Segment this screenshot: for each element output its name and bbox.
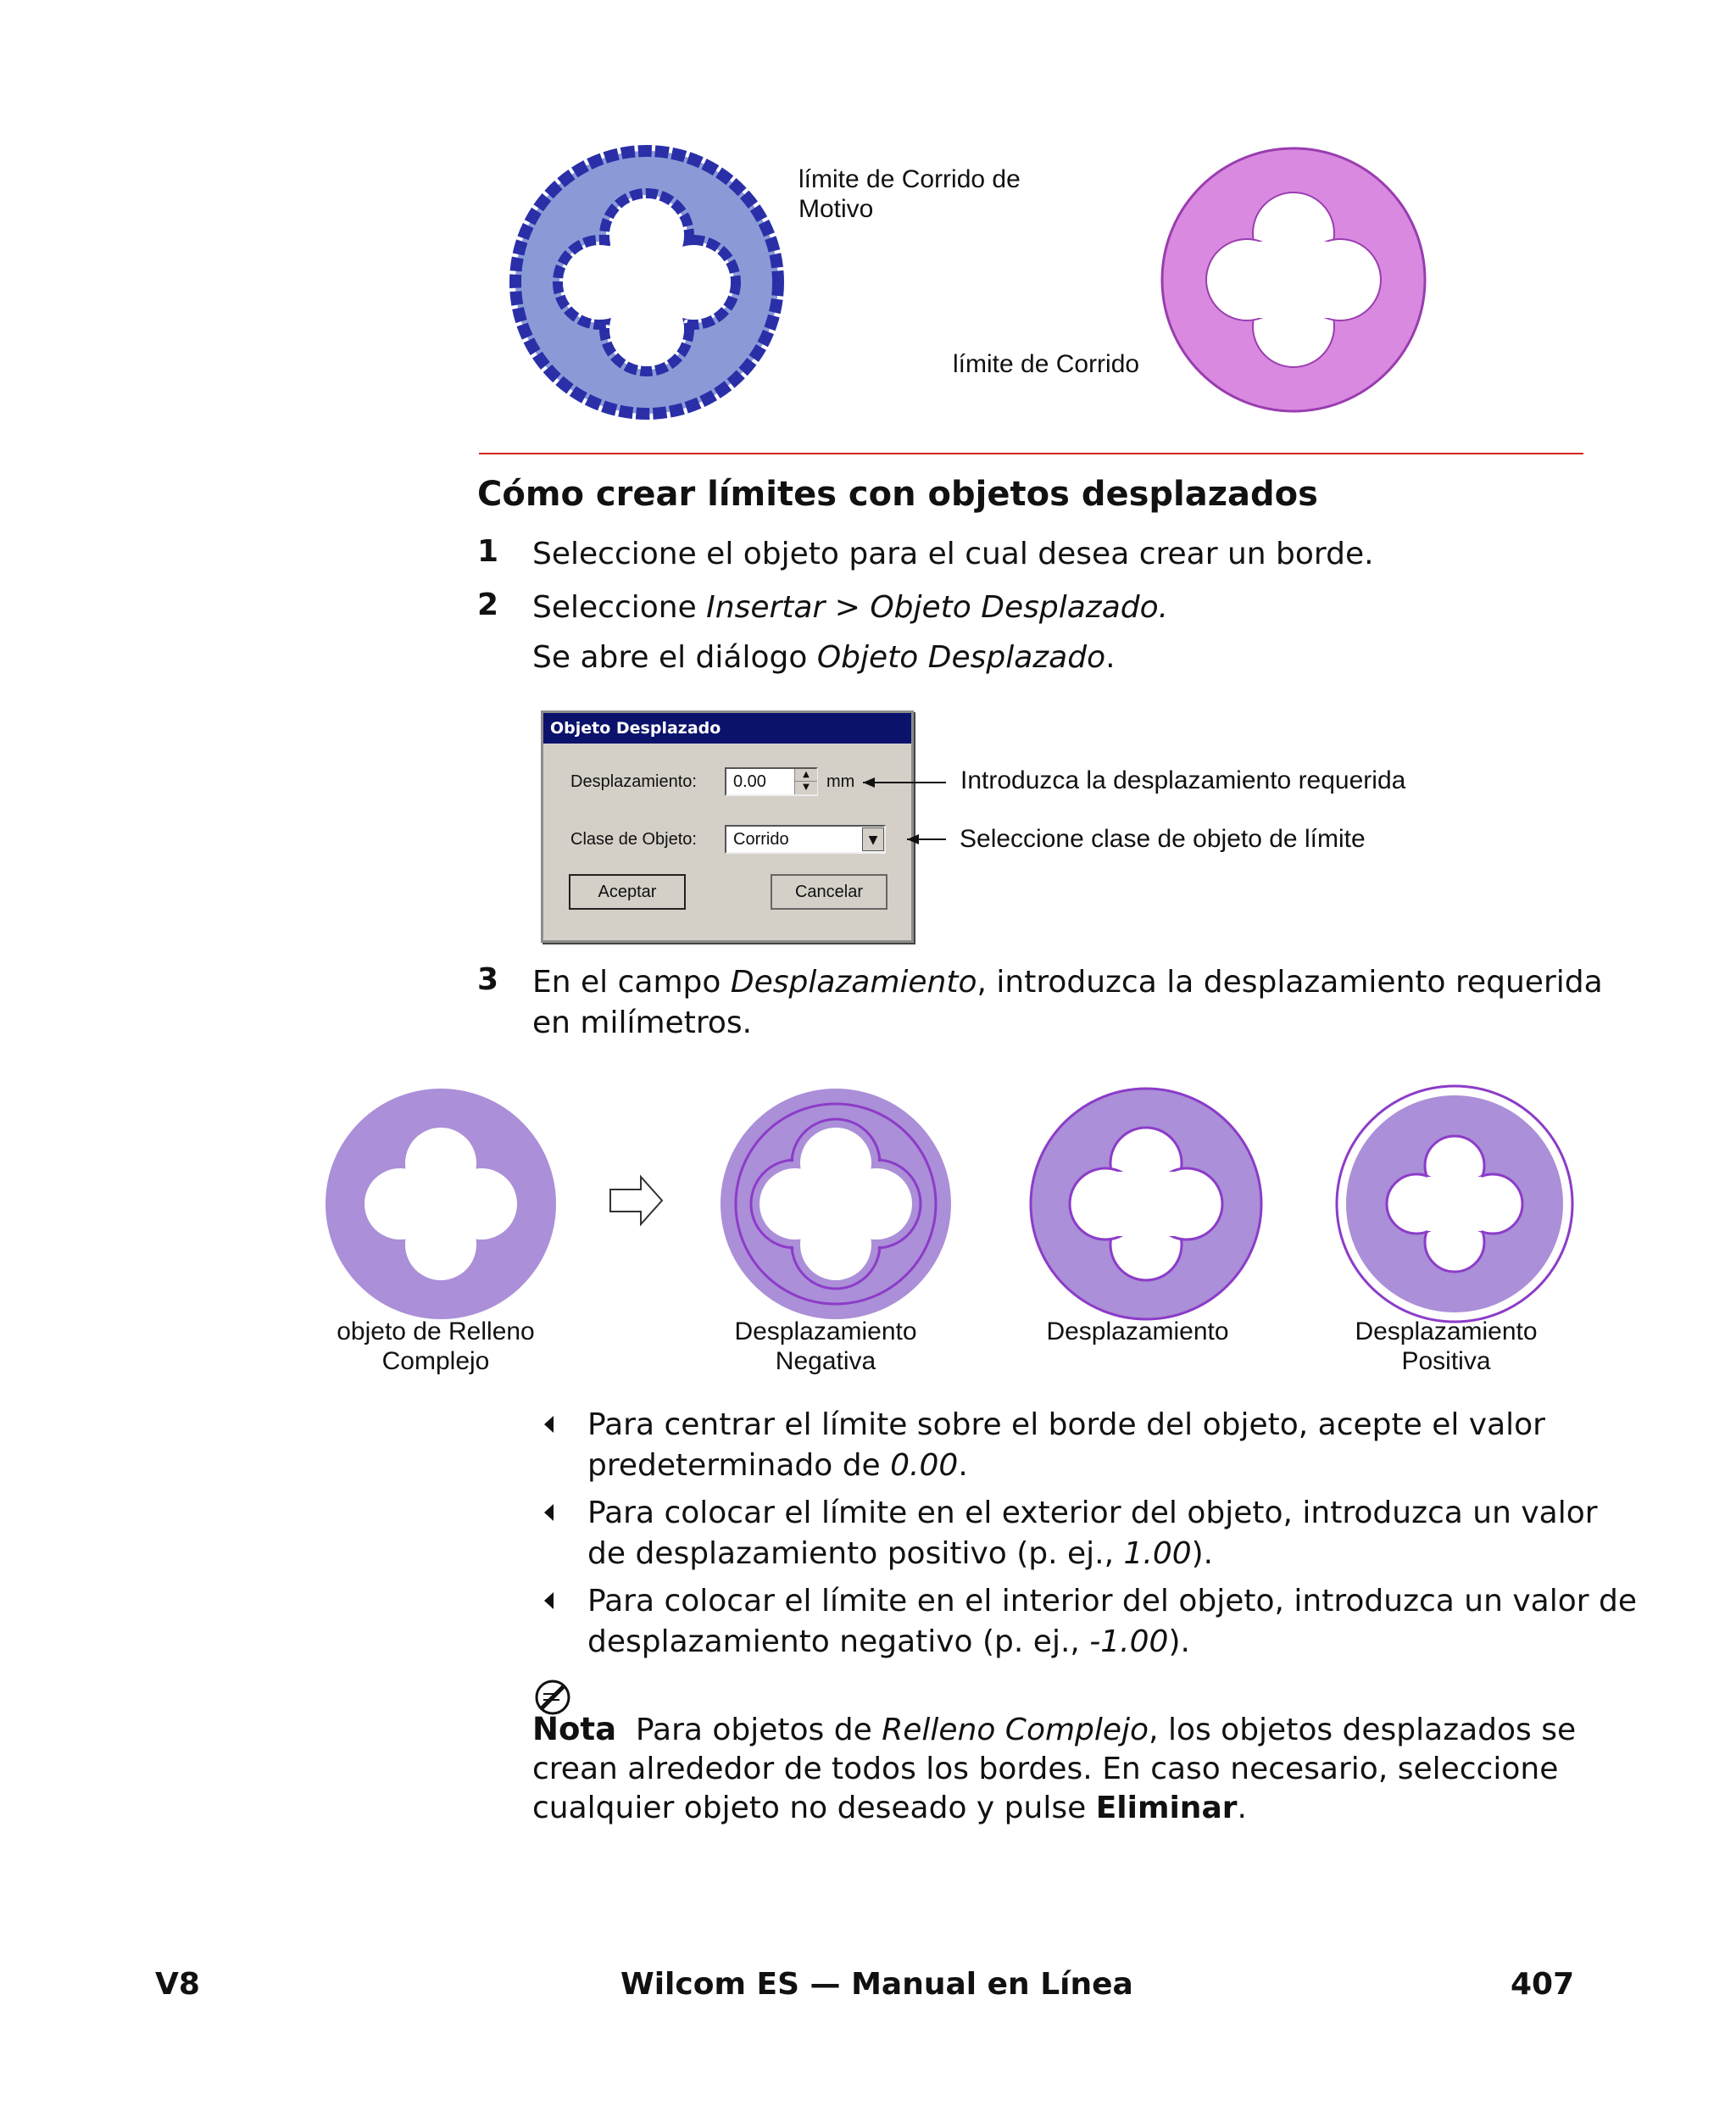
step-number-2: 2 xyxy=(477,588,499,622)
offset-unit: mm xyxy=(826,772,855,791)
step-3-line2: en milímetros. xyxy=(532,1006,753,1040)
caption-positive-offset: Desplazamiento Positiva xyxy=(1355,1318,1538,1375)
note-paragraph: Nota Para objetos de Relleno Complejo, los objetos desplazados se crean alrededor de todos los bordes. En caso necesario, seleccione cualquier objeto no deseado y pulse Eliminar. xyxy=(532,1711,1577,1825)
offset-input[interactable]: 0.00 xyxy=(725,767,818,796)
footer-title: Wilcom ES — Manual en Línea xyxy=(620,1967,1133,2002)
offset-label: Desplazamiento: xyxy=(570,772,697,791)
caption-offset: Desplazamiento xyxy=(1046,1318,1229,1345)
arrow-right-icon xyxy=(609,1174,665,1227)
spinner-down-icon[interactable]: ▼ xyxy=(803,783,810,792)
dialog-title: Objeto Desplazado xyxy=(543,713,911,744)
step-text-1: Seleccione el objeto para el cual desea crear un borde. xyxy=(532,537,1374,571)
bullet-arrow-icon xyxy=(542,1591,554,1611)
callout-offset: Introduzca la desplazamiento requerida xyxy=(960,766,1406,794)
ok-button[interactable]: Aceptar xyxy=(569,874,686,910)
section-title: Cómo crear límites con objetos desplazados xyxy=(477,475,1318,514)
note-label: Nota xyxy=(532,1711,617,1747)
label-run-boundary: límite de Corrido xyxy=(953,350,1140,378)
footer-page-number: 407 xyxy=(1511,1967,1575,2002)
bullet-arrow-icon xyxy=(542,1502,554,1523)
label-motif-run-boundary: límite de Corrido de Motivo xyxy=(798,165,1021,223)
class-label: Clase de Objeto: xyxy=(570,830,697,849)
step-text-2: Seleccione Insertar > Objeto Desplazado. xyxy=(532,590,1169,625)
callout-class: Seleccione clase de objeto de límite xyxy=(960,825,1366,853)
class-select[interactable]: Corrido xyxy=(725,825,886,854)
step-number-1: 1 xyxy=(477,534,499,569)
zero-offset-object xyxy=(1027,1085,1265,1323)
bullet-text-2: Para colocar el límite en el exterior del objeto, introduzca un valor de desplazamiento positivo (p. ej., 1.00). xyxy=(587,1496,1598,1571)
section-divider xyxy=(479,453,1583,454)
cancel-button[interactable]: Cancelar xyxy=(771,874,887,910)
negative-offset-object xyxy=(717,1085,954,1323)
offset-spinner[interactable] xyxy=(794,769,817,794)
bullet-arrow-icon xyxy=(542,1414,554,1435)
step-text-3: En el campo Desplazamiento, introduzca la desplazamiento requerida xyxy=(532,965,1603,1000)
step-number-3: 3 xyxy=(477,962,499,997)
footer-version: V8 xyxy=(155,1967,200,2002)
bullet-text-1: Para centrar el límite sobre el borde del objeto, acepte el valor predeterminado de 0.00. xyxy=(587,1407,1545,1483)
positive-offset-object xyxy=(1334,1084,1575,1324)
spinner-up-icon[interactable]: ▲ xyxy=(795,769,817,782)
caption-complex-fill: objeto de Relleno Complejo xyxy=(337,1318,535,1375)
callout-arrows xyxy=(856,763,958,848)
complex-fill-object xyxy=(322,1085,559,1323)
bullet-text-3: Para colocar el límite en el interior del objeto, introduzca un valor de desplazamiento negativo (p. ej., -1.00). xyxy=(587,1584,1637,1659)
step-2-subtext: Se abre el diálogo Objeto Desplazado. xyxy=(532,640,1116,675)
top-figure-blue-circle xyxy=(507,142,787,422)
chevron-down-icon[interactable]: ▼ xyxy=(862,827,884,851)
caption-negative-offset: Desplazamiento Negativa xyxy=(734,1318,917,1375)
top-figure-pink-circle xyxy=(1158,144,1429,415)
